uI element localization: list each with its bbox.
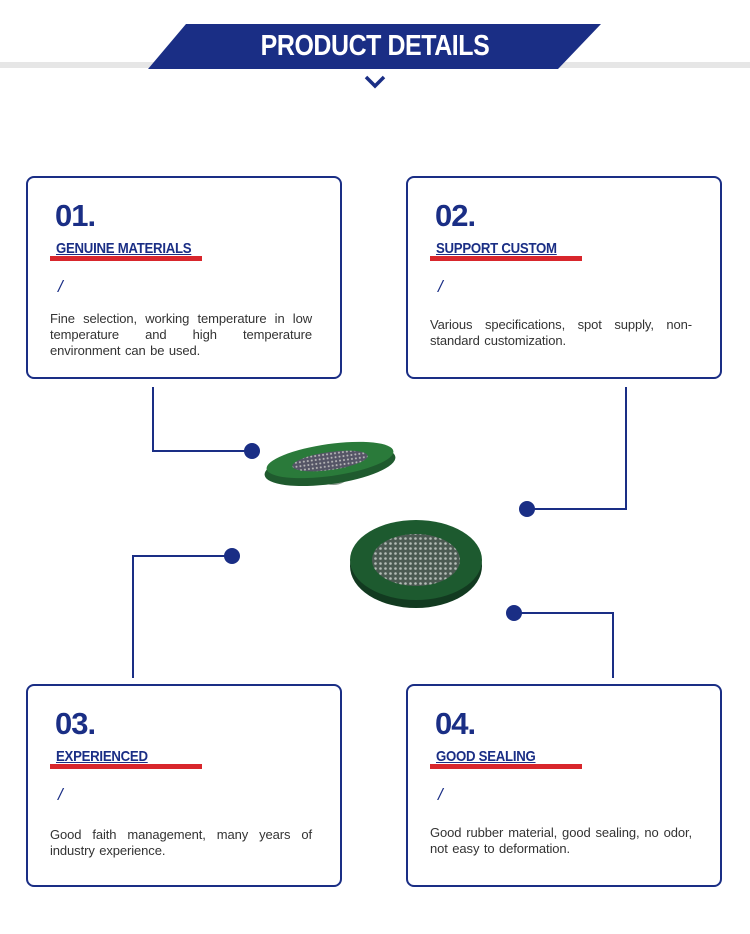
page-title: PRODUCT DETAILS	[260, 30, 490, 62]
feature-card-good-sealing	[406, 684, 722, 887]
feature-slash: /	[58, 277, 63, 296]
feature-slash: /	[438, 277, 443, 296]
connector-dot	[519, 501, 535, 517]
feature-title: EXPERIENCED	[56, 748, 148, 765]
feature-title: SUPPORT CUSTOM	[436, 240, 557, 257]
feature-slash: /	[438, 785, 443, 804]
feature-description: Various specifications, spot supply, non-standard customization.	[430, 317, 692, 348]
gasket-front-image	[348, 516, 484, 610]
feature-number: 03.	[55, 706, 96, 741]
feature-card-experienced	[26, 684, 342, 887]
connector-dot	[244, 443, 260, 459]
feature-description: Good faith management, many years of industry experience.	[50, 827, 312, 858]
feature-title: GOOD SEALING	[436, 748, 536, 765]
feature-title: GENUINE MATERIALS	[56, 240, 192, 257]
connector-dot	[224, 548, 240, 564]
feature-card-support-custom	[406, 176, 722, 379]
feature-number: 04.	[435, 706, 476, 741]
feature-slash: /	[58, 785, 63, 804]
feature-number: 02.	[435, 198, 476, 233]
gasket-tilted-image	[262, 436, 398, 496]
connector-dot	[506, 605, 522, 621]
feature-number: 01.	[55, 198, 96, 233]
feature-description: Good rubber material, good sealing, no odor, not easy to deformation.	[430, 825, 692, 856]
feature-card-genuine-materials	[26, 176, 342, 379]
feature-description: Fine selection, working temperature in low temperature and high temperature environment can be used.	[50, 311, 312, 358]
